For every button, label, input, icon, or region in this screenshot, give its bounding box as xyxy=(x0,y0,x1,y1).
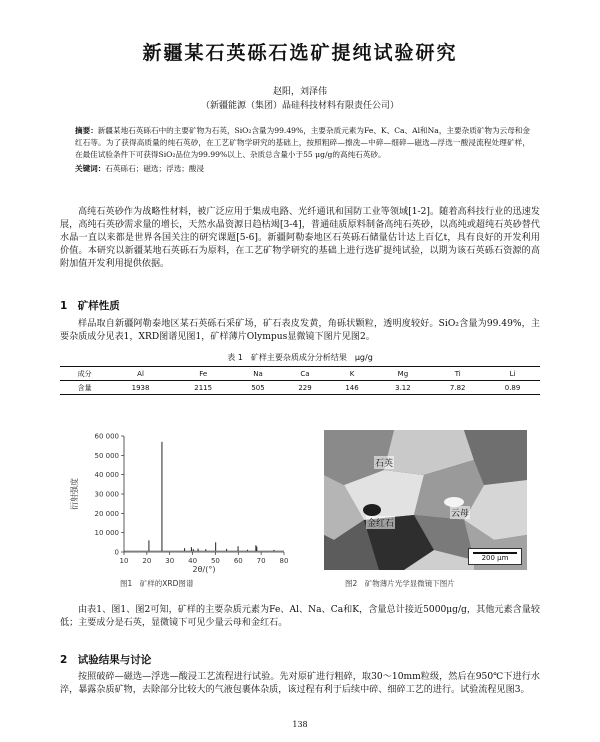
paper-title: 新疆某石英砾石选矿提纯试验研究 xyxy=(142,42,458,64)
x-axis-label: 2θ/(°) xyxy=(192,565,216,574)
table1-header-row xyxy=(60,367,540,381)
x-tick-label: 80 xyxy=(279,557,289,565)
y-tick-label: 30 000 xyxy=(94,490,119,499)
table1-header: Ca xyxy=(282,367,329,381)
abstract-text: 新疆某地石英砾石中的主要矿物为石英，SiO₂含量为99.49%，主要杂质元素为Fe、K、Ca、Al和Na，主要杂质矿物为云母和金红石等。为了获得高质量的纯石英砂，在工艺矿物学研究的基础上，按照粗碎—擦洗—中碎—细碎—磁选—浮选一酸浸流程处理矿样，在最佳试验条件下可获得SiO₂品位为99.99%以上、杂质总含量小于55 μg/g的高纯石英砂。 xyxy=(75,126,530,159)
xrd-chart xyxy=(62,426,292,574)
figure2-caption: 图2 矿物薄片光学显微镜下图片 xyxy=(345,579,455,588)
table1-cell: 7.82 xyxy=(430,381,485,395)
table1-cell: 146 xyxy=(329,381,376,395)
table1-value-row xyxy=(60,381,540,395)
table1-cell: 0.89 xyxy=(485,381,540,395)
keywords-label: 关键词： xyxy=(75,164,106,173)
page-number: 138 xyxy=(292,720,308,729)
x-tick-label: 20 xyxy=(142,557,152,565)
table1-header: K xyxy=(329,367,376,381)
table1-header: Li xyxy=(485,367,540,381)
y-tick-label: 20 000 xyxy=(94,509,119,518)
table1-header: Mg xyxy=(376,367,431,381)
y-tick-label: 50 000 xyxy=(94,451,119,460)
abstract xyxy=(75,125,530,161)
section1-heading: 1 矿样性质 xyxy=(60,300,120,312)
table1-header: 成分 xyxy=(60,367,109,381)
y-tick-label: 0 xyxy=(114,548,119,557)
keywords xyxy=(75,163,530,174)
label-rutile: 金红石 xyxy=(366,516,395,529)
abstract-label: 摘要： xyxy=(75,126,98,135)
keywords-text: 石英砾石；磁选；浮选；酸浸 xyxy=(105,164,205,173)
table1-cell: 1938 xyxy=(109,381,172,395)
authors: 赵阳，刘泽伟 xyxy=(272,87,327,97)
scale-bar xyxy=(468,548,522,565)
table1-header: Al xyxy=(109,367,172,381)
section2-heading: 2 试验结果与讨论 xyxy=(60,654,152,666)
affiliation: （新疆能源（集团）晶硅科技材料有限责任公司） xyxy=(200,101,399,111)
label-quartz: 石英 xyxy=(374,456,394,469)
figure1-caption: 图1 矿样的XRD图谱 xyxy=(120,579,194,588)
table1-header: Fe xyxy=(172,367,235,381)
intro-paragraph: 高纯石英砂作为战略性材料，被广泛应用于集成电路、光纤通讯和国防工业等领域[1-2]。随着高科技行业的迅速发展，高纯石英砂需求量的增长，天然水晶资源日趋枯竭[3-4]，普通硅质原料制备高纯石英砂，以高纯或超纯石英砂替代水晶一直以来都是世界各国关注的研究课题[5-6]。新疆阿勒泰地区石英砾石储量估计达上百亿t，具有良好的开发利用价值。本研究以新疆某地石英砾石为原料，在工艺矿物学研究的基础上进行选矿提纯试验，以期为该石英砾石资源的高附加值开发利用提供依据。 xyxy=(60,207,540,269)
x-tick-label: 60 xyxy=(233,557,243,565)
table1-cell: 505 xyxy=(235,381,282,395)
y-tick-label: 40 000 xyxy=(94,471,119,480)
table1-cell: 3.12 xyxy=(376,381,431,395)
table1 xyxy=(60,366,540,395)
scale-bar-label: 200 μm xyxy=(481,554,509,562)
x-tick-label: 40 xyxy=(188,557,198,565)
y-axis-label: 衍射强度 xyxy=(70,478,79,510)
y-tick-label: 10 000 xyxy=(94,529,119,538)
table1-cell: 2115 xyxy=(172,381,235,395)
x-tick-label: 50 xyxy=(210,557,220,565)
table1-header: Ti xyxy=(430,367,485,381)
section2-paragraph: 按照破碎—磁选—浮选—酸浸工艺流程进行试验。先对原矿进行粗碎，取30～10mm粒级，然后在950℃下进行水淬，暴露杂质矿物，去除部分比较大的气液包裹体杂质，该过程有利于后续中碎、细碎工艺的进行。试验流程见图3。 xyxy=(60,672,540,695)
table1-cell: 229 xyxy=(282,381,329,395)
x-tick-label: 10 xyxy=(119,557,129,565)
label-mica: 云母 xyxy=(450,506,470,519)
discussion-paragraph: 由表1、图1、图2可知，矿样的主要杂质元素为Fe、Al、Na、Ca和K，含量总计接近5000μg/g，其他元素含量较低；主要成分是石英，显微镜下可见少量云母和金红石。 xyxy=(60,605,540,628)
x-tick-label: 70 xyxy=(256,557,266,565)
y-tick-label: 60 000 xyxy=(94,432,119,441)
table1-header: Na xyxy=(235,367,282,381)
section1-paragraph: 样品取自新疆阿勒泰地区某石英砾石采矿场，矿石表皮发黄，角砾状颗粒，透明度较好。SiO₂含量为99.49%，主要杂质成分见表1，XRD图谱见图1，矿样薄片Olympus显微镜下图片见图2。 xyxy=(60,319,540,342)
micrograph-image xyxy=(324,430,527,570)
table1-caption: 表 1 矿样主要杂质成分分析结果 μg/g xyxy=(227,353,373,362)
x-tick-label: 30 xyxy=(165,557,175,565)
table1-cell: 含量 xyxy=(60,381,109,395)
